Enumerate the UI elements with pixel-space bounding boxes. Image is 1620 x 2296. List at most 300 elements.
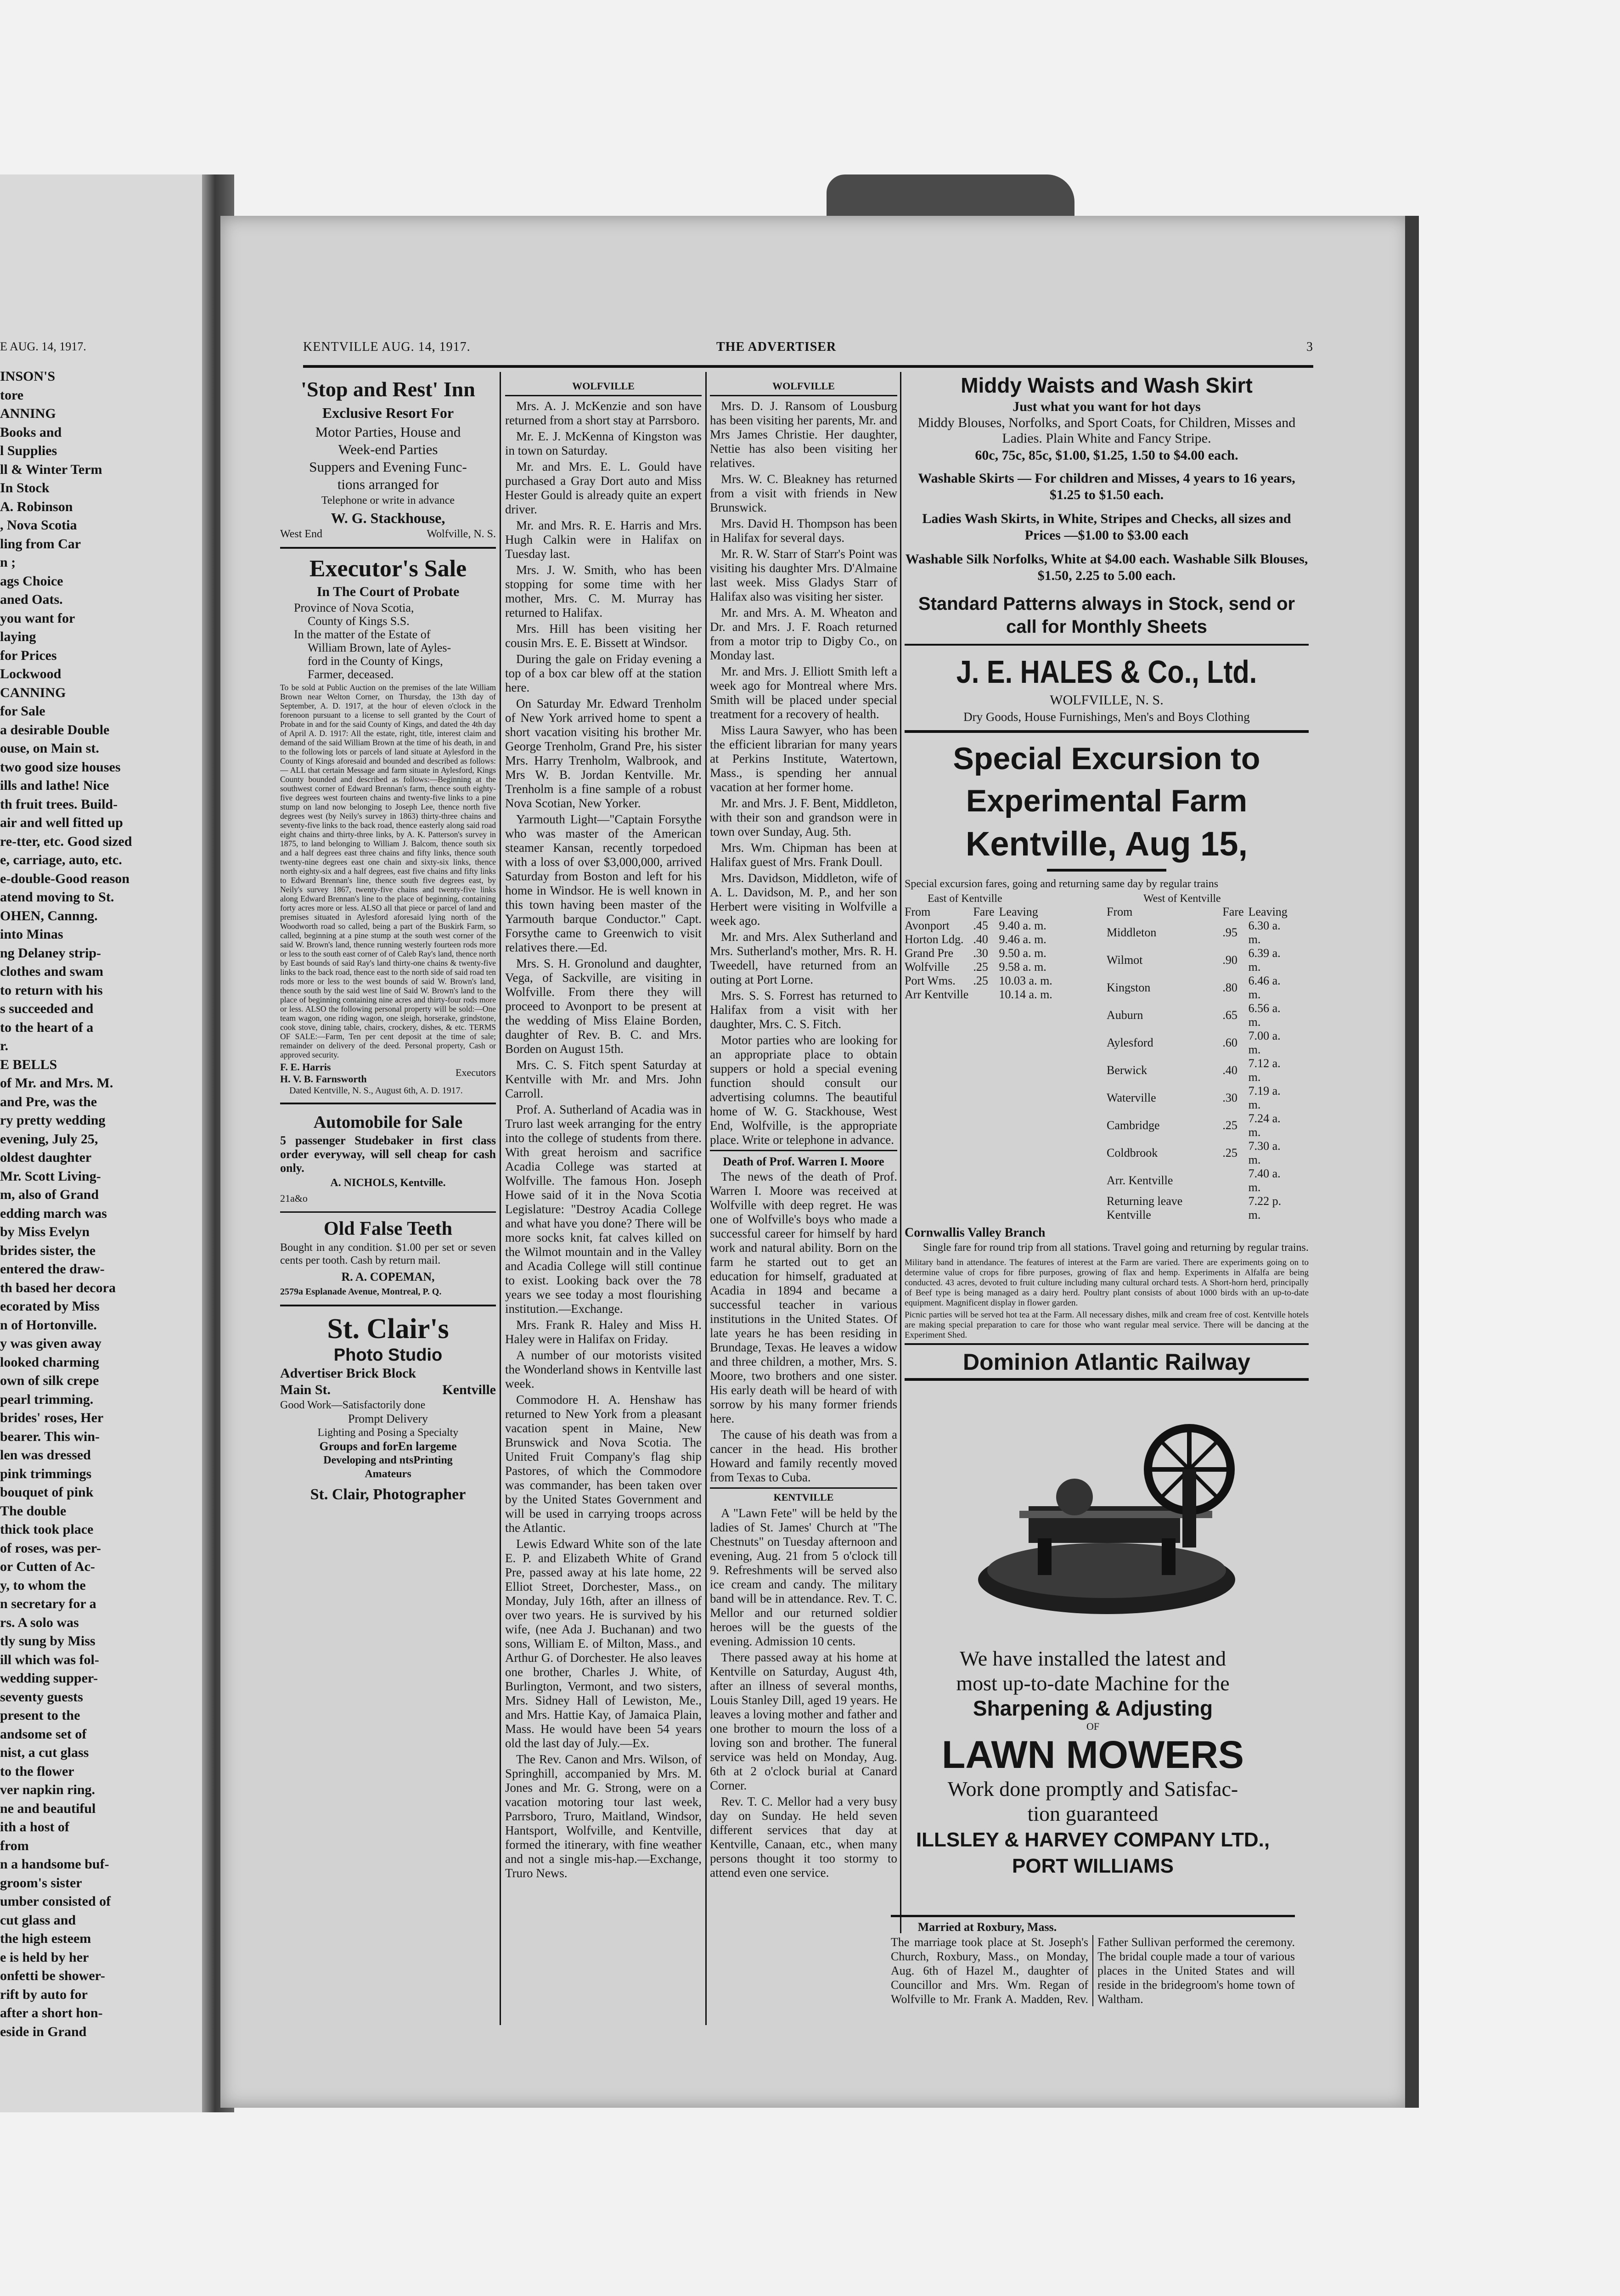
column-ads bbox=[280, 377, 496, 2085]
fare-value: .40 bbox=[973, 933, 988, 946]
ad-address-right: Wolfville, N. S. bbox=[427, 528, 496, 540]
left-strip-line: thick took place bbox=[0, 1522, 94, 1537]
section-rule bbox=[505, 395, 702, 396]
station-name: Aylesford bbox=[1107, 1036, 1153, 1049]
news-paragraph: Prof. A. Sutherland of Acadia was in Truro last week arranging for the entry into the college of students from there. With great heroism and sacrifice Acadia College was started at Wolfville. The famous Hon. Joseph Howe said of it in the Nova Scotia Legislature: "Destroy Acadia College and what have you done? There will be more socks knit, fat calves killed on the Wilmot mountain and in the Valley and Acadia College will still continue to exist. Looking back over the 78 years we see today a most flourishing institution.—Exchange. bbox=[505, 1103, 702, 1316]
ad-address-left: West End bbox=[280, 528, 323, 540]
fare-row bbox=[1107, 946, 1299, 974]
header-rule bbox=[303, 365, 1313, 368]
ad-address bbox=[280, 528, 496, 540]
left-strip-line: for Prices bbox=[0, 647, 57, 663]
left-strip-line: oldest daughter bbox=[0, 1150, 92, 1165]
departure-time: 7.19 a. m. bbox=[1248, 1084, 1281, 1111]
left-strip-line: n a handsome buf- bbox=[0, 1857, 109, 1872]
fare-value: .25 bbox=[1222, 1119, 1238, 1132]
left-strip-line: seventy guests bbox=[0, 1689, 83, 1705]
ad-body: Bought in any condition. $1.00 per set or seven cents per tooth. Cash by return mail. bbox=[280, 1242, 496, 1266]
fare-value bbox=[1222, 1194, 1248, 1222]
west-table-block bbox=[1107, 893, 1299, 1222]
ad-rule bbox=[280, 1305, 496, 1306]
branch-heading: Cornwallis Valley Branch bbox=[905, 1226, 1046, 1240]
station-name: Auburn bbox=[1107, 1008, 1143, 1022]
ad-rule bbox=[280, 1211, 496, 1213]
ad-line: Ladies Wash Skirts, in White, Stripes and Checks, all sizes and Prices —$1.00 to $3.00 each bbox=[922, 511, 1291, 543]
fare-value bbox=[973, 988, 999, 1002]
section-heading: WOLFVILLE bbox=[572, 380, 635, 392]
left-strip-line: into Minas bbox=[0, 927, 63, 942]
departure-time: 7.12 a. m. bbox=[1248, 1057, 1281, 1084]
station-name: Coldbrook bbox=[1107, 1146, 1158, 1159]
left-strip-line: ANNING bbox=[0, 406, 56, 421]
left-strip-line: andsome set of bbox=[0, 1726, 87, 1742]
header-title: THE ADVERTISER bbox=[716, 340, 837, 354]
page-header bbox=[303, 340, 1313, 358]
left-strip-line: pink trimmings bbox=[0, 1466, 92, 1481]
ad-line bbox=[280, 1382, 496, 1398]
departure-time: 9.40 a. m. bbox=[999, 919, 1046, 932]
west-fare-table bbox=[1107, 905, 1299, 1222]
ad-line: County of Kings S.S. bbox=[308, 614, 410, 628]
executor-name: H. V. B. Farnsworth bbox=[280, 1073, 367, 1085]
left-strip-line: r. bbox=[0, 1038, 9, 1053]
departure-time: 7.24 a. m. bbox=[1248, 1112, 1281, 1139]
left-strip-line: l Supplies bbox=[0, 443, 57, 458]
left-strip-text bbox=[0, 367, 202, 2041]
east-heading: East of Kentville bbox=[928, 893, 1002, 905]
news-paragraph: Mrs. J. W. Smith, who has been stopping for some time with her mother, Mrs. C. M. Murray has returned to Halifax. bbox=[505, 563, 702, 619]
col-fare: Fare bbox=[973, 905, 995, 918]
left-strip-line: wedding supper- bbox=[0, 1671, 98, 1686]
excursion-note: Military band in attendance. The features of interest at the Farm are varied. There are experiments going on to determine value of crops for fibre purposes, growing of flax and hemp. Experiments in Alfalfa are being conducted. 43 acres, devoted to fruit culture including many cultural orchard tests. A Short-horn herd, principally of Beef type is being managed as a dairy herd. Poultry plant consists of about 1000 birds with an up-to-date equipment. Magnificent display in flower garden. bbox=[905, 1258, 1309, 1308]
news-paragraph: Mrs. Frank R. Haley and Miss H. Haley were in Halifax on Friday. bbox=[505, 1318, 702, 1346]
left-strip-line: bouquet of pink bbox=[0, 1485, 94, 1500]
ad-headline: LAWN MOWERS bbox=[942, 1733, 1244, 1776]
news-paragraph: Mr. and Mrs. J. F. Bent, Middleton, with their son and grandson were in town over Sunday, Aug. 5th. bbox=[710, 796, 897, 838]
news-paragraph: Mrs. David H. Thompson has been in Halifax for several days. bbox=[710, 517, 897, 545]
col-leaving: Leaving bbox=[1248, 905, 1288, 918]
left-strip-line: ills and lathe! Nice bbox=[0, 778, 109, 793]
departure-time: 10.03 a. m. bbox=[999, 974, 1052, 987]
left-strip-line: ng Delaney strip- bbox=[0, 945, 101, 961]
left-strip-line: cut glass and bbox=[0, 1912, 76, 1928]
station-name: Waterville bbox=[1107, 1091, 1156, 1104]
ad-line: William Brown, late of Ayles- bbox=[308, 641, 451, 654]
left-strip-line: OHEN, Cannng. bbox=[0, 908, 98, 923]
fare-value: .95 bbox=[1222, 926, 1238, 939]
fare-row bbox=[905, 933, 1057, 946]
ad-line-right: Kentville bbox=[442, 1382, 496, 1397]
news-paragraph: Mrs. Wm. Chipman has been at Halifax guest of Mrs. Frank Doull. bbox=[710, 841, 897, 869]
ad-name: St. Clair, Photographer bbox=[310, 1486, 466, 1503]
left-strip-line: ags Choice bbox=[0, 573, 63, 589]
ad-line: Farmer, deceased. bbox=[308, 668, 394, 681]
ad-title: Executor's Sale bbox=[309, 556, 467, 582]
left-strip-line: len was dressed bbox=[0, 1447, 91, 1463]
left-strip-line: evening, July 25, bbox=[0, 1131, 98, 1147]
ad-line: Prompt Delivery bbox=[348, 1412, 428, 1425]
left-strip-line: you want for bbox=[0, 610, 75, 626]
news-paragraph: A number of our motorists visited the Wonderland shows in Kentville last week. bbox=[505, 1348, 702, 1390]
ad-line: OF bbox=[1086, 1721, 1100, 1732]
store-town: WOLFVILLE, N. S. bbox=[1050, 692, 1164, 708]
company-town: PORT WILLIAMS bbox=[1012, 1855, 1174, 1877]
left-strip-line: ver napkin ring. bbox=[0, 1782, 95, 1797]
left-strip-line: two good size houses bbox=[0, 759, 121, 775]
store-line: Dry Goods, House Furnishings, Men's and Boys Clothing bbox=[963, 710, 1250, 724]
fare-value: .25 bbox=[973, 974, 988, 987]
news-paragraph: Lewis Edward White son of the late E. P. and Elizabeth White of Grand Pre, passed away at his late home, 22 Elliot Street, Dorchester, Mass., on Monday, July 16th, after an illness of over two years. He is survived by his wife, (nee Ada J. Buchanan) and two sons, William E. of Milton, Mass., and Arthur G. of Dorchester. He also leaves one brother, Charles J. White, of Burlington, Vermont, and two sisters, Mrs. Sidney Hall of Lewiston, Me., and Mrs. Hattie Kay, of Jamaica Plain, Mass. He would have been 54 years old the last day of July.—Ex. bbox=[505, 1537, 702, 1750]
page-number: 3 bbox=[1306, 340, 1313, 354]
left-strip-line: a desirable Double bbox=[0, 722, 110, 737]
ad-line: Standard Patterns always in Stock, send or call for Monthly Sheets bbox=[918, 594, 1295, 637]
station-name: Arr. Kentville bbox=[1107, 1174, 1173, 1187]
news-items bbox=[505, 399, 702, 1880]
departure-time: 6.56 a. m. bbox=[1248, 1002, 1281, 1029]
ad-dated: Dated Kentville, N. S., August 6th, A. D. 1917. bbox=[289, 1086, 463, 1096]
news-items bbox=[710, 399, 897, 1147]
station-name: Arr Kentville bbox=[905, 988, 969, 1001]
left-strip-line: ill which was fol- bbox=[0, 1652, 99, 1667]
left-strip-line: umber consisted of bbox=[0, 1894, 111, 1909]
column-wolfville-2 bbox=[710, 377, 897, 2044]
page-edge bbox=[1405, 216, 1419, 2108]
left-strip-line: y, to whom the bbox=[0, 1577, 86, 1593]
ad-rule bbox=[891, 1915, 1295, 1917]
news-paragraph: Miss Laura Sawyer, who has been the efficient librarian for many years at Perkins Institute, Watertown, Mass., is spending her annual vacation at her former home. bbox=[710, 723, 897, 794]
left-strip-line: edding march was bbox=[0, 1205, 107, 1221]
left-strip-line: n secretary for a bbox=[0, 1596, 96, 1611]
left-strip-line: s succeeded and bbox=[0, 1001, 94, 1016]
excursion-rule bbox=[1047, 869, 1166, 872]
notice-heading: Married at Roxbury, Mass. bbox=[917, 1920, 1057, 1934]
store-name: J. E. HALES & Co., Ltd. bbox=[956, 654, 1257, 690]
fare-value: .60 bbox=[1222, 1036, 1238, 1049]
news-paragraph: On Saturday Mr. Edward Trenholm of New York arrived home to spent a short vacation visiting his brother Mr. George Trenholm, Grand Pre, his sister Mrs. Harry Trenholm, Walbrook, and Mrs W. B. Jordan Kentville. Mr. Trenholm is a fine sample of a robust Nova Scotian, New Yorker. bbox=[505, 697, 702, 810]
fare-row bbox=[905, 960, 1057, 974]
left-strip-line: Lockwood bbox=[0, 666, 62, 681]
ad-line: tion guaranteed bbox=[1027, 1802, 1159, 1825]
fare-tables bbox=[905, 893, 1309, 1222]
ad-line: tions arranged for bbox=[337, 476, 439, 492]
news-paragraph: Mr. R. W. Starr of Starr's Point was visiting his daughter Mrs. D'Almaine last week. Miss Gladys Starr of Halifax also was visiting her sister. bbox=[710, 547, 897, 603]
left-strip-line: n of Hortonville. bbox=[0, 1317, 97, 1333]
departure-time: 9.46 a. m. bbox=[999, 933, 1046, 946]
left-strip-line: ecorated by Miss bbox=[0, 1299, 100, 1314]
excursion-title: Experimental Farm bbox=[966, 783, 1248, 818]
machine-column bbox=[1182, 1469, 1196, 1548]
excursion-ad bbox=[905, 737, 1309, 1381]
ad-line: Motor Parties, House and bbox=[315, 424, 461, 440]
left-strip-line: tore bbox=[0, 387, 24, 403]
station-name: Avonport bbox=[905, 919, 950, 932]
ad-line: Province of Nova Scotia, bbox=[294, 601, 414, 614]
fare-row bbox=[1107, 1029, 1299, 1057]
news-paragraph: Mrs. Hill has been visiting her cousin Mrs. E. E. Bissett at Windsor. bbox=[505, 622, 702, 650]
station-name: Wilmot bbox=[1107, 953, 1143, 967]
excursion-note: Picnic parties will be served hot tea at the Farm. All necessary dishes, milk and cream free of cost. Kentville hotels are making special preparation to care for those who want regular meal service. There will be dancing at the Experiment Shed. bbox=[905, 1310, 1309, 1340]
ad-rule bbox=[280, 1103, 496, 1104]
news-paragraph: Mrs. Davidson, Middleton, wife of A. L. Davidson, M. P., and her son Herbert were visiting in Wolfville a week ago. bbox=[710, 871, 897, 928]
left-strip-line: ith a host of bbox=[0, 1819, 69, 1835]
news-paragraph: Yarmouth Light—"Captain Forsythe who was master of the American steamer Kansan, recently torpedoed with a loss of over $3,000,000, arrived Saturday from Boston and left for his home in Windsor. He is well known in this town having been master of the Yarmouth barque Conductor." Capt. Forsythe came to Greenwich to visit relatives there.—Ed. bbox=[505, 812, 702, 954]
station-name: Kingston bbox=[1107, 981, 1151, 994]
left-strip-line: the high esteem bbox=[0, 1931, 91, 1946]
executor-name: F. E. Harris bbox=[280, 1061, 331, 1073]
left-strip-line: laying bbox=[0, 629, 36, 644]
left-strip-line: , Nova Scotia bbox=[0, 518, 77, 533]
left-strip-line: Mr. Scott Living- bbox=[0, 1168, 101, 1184]
departure-time: 7.40 a. m. bbox=[1248, 1167, 1281, 1194]
fare-row bbox=[1107, 1002, 1299, 1029]
fare-row bbox=[1107, 1139, 1299, 1167]
left-strip-line: CANNING bbox=[0, 685, 66, 700]
ad-subtitle: In The Court of Probate bbox=[316, 584, 460, 599]
company-name: ILLSLEY & HARVEY COMPANY LTD., bbox=[916, 1829, 1270, 1851]
fare-value: .25 bbox=[973, 960, 988, 974]
left-strip-line: groom's sister bbox=[0, 1875, 82, 1891]
left-strip-line: ling from Car bbox=[0, 536, 81, 551]
machine-base-top bbox=[987, 1543, 1226, 1598]
departure-time: 9.58 a. m. bbox=[999, 960, 1046, 974]
false-teeth-ad bbox=[280, 1216, 496, 1298]
news-paragraph: The cause of his death was from a cancer in the head. His brother Howard and family recently moved from Texas to Cuba. bbox=[710, 1428, 897, 1484]
ad-code: 21a&o bbox=[280, 1193, 308, 1204]
left-strip-line: by Miss Evelyn bbox=[0, 1224, 90, 1239]
news-paragraph: Mr. and Mrs. J. Elliott Smith left a week ago for Montreal where Mrs. Smith will be placed under special treatment for a recovery of health. bbox=[710, 664, 897, 721]
left-strip-line: present to the bbox=[0, 1708, 80, 1723]
fare-value: .45 bbox=[973, 919, 988, 932]
left-strip-line: INSON'S bbox=[0, 369, 56, 384]
station-name: Port Wms. bbox=[905, 974, 956, 987]
section-heading: KENTVILLE bbox=[773, 1491, 834, 1503]
news-paragraph: Mr. and Mrs. Alex Sutherland and Mrs. Sutherland's mother, Mrs. R. H. Tweedell, have returned from an outing at Port Lorne. bbox=[710, 930, 897, 986]
column-rule bbox=[705, 372, 707, 2025]
left-strip-line: and Pre, was the bbox=[0, 1094, 97, 1109]
left-strip-line: of roses, was per- bbox=[0, 1540, 101, 1556]
ad-title: 'Stop and Rest' Inn bbox=[301, 377, 475, 401]
fare-row bbox=[1107, 1167, 1299, 1194]
excursion-title: Special Excursion to bbox=[953, 741, 1260, 776]
obituary-heading: Death of Prof. Warren I. Moore bbox=[723, 1155, 884, 1168]
ad-line: Washable Silk Norfolks, White at $4.00 each. Washable Silk Blouses, $1.50, 2.25 to 5.00 each. bbox=[905, 551, 1308, 583]
fare-value: .80 bbox=[1222, 981, 1238, 994]
ad-rule bbox=[905, 644, 1309, 646]
left-strip-line: atend moving to St. bbox=[0, 889, 114, 905]
executors-sale-ad bbox=[280, 555, 496, 1096]
fare-row bbox=[1107, 1084, 1299, 1112]
ad-line: Sharpening & Adjusting bbox=[973, 1696, 1213, 1720]
fare-value: .65 bbox=[1222, 1008, 1238, 1022]
ad-line: Middy Blouses, Norfolks, and Sport Coats, for Children, Misses and Ladies. Plain White and Fancy Stripe. bbox=[917, 415, 1296, 446]
ad-name: W. G. Stackhouse, bbox=[331, 510, 445, 526]
fare-value bbox=[1222, 1167, 1248, 1194]
left-strip-line: clothes and swam bbox=[0, 964, 104, 979]
left-strip-line: m, also of Grand bbox=[0, 1187, 99, 1202]
left-strip-line: th based her decora bbox=[0, 1280, 116, 1295]
railway-rule bbox=[905, 1378, 1309, 1381]
fare-value: .30 bbox=[973, 946, 988, 960]
sharpening-machine-illustration bbox=[969, 1405, 1254, 1621]
fare-value: .90 bbox=[1222, 953, 1238, 967]
east-table-block bbox=[905, 893, 1088, 1222]
ad-line-left: Main St. bbox=[280, 1382, 331, 1397]
excursion-title: Kentville, Aug 15, bbox=[965, 825, 1248, 863]
section-heading: WOLFVILLE bbox=[772, 380, 835, 392]
column-wolfville-1 bbox=[505, 377, 702, 2044]
left-strip-line: of Mr. and Mrs. M. bbox=[0, 1075, 113, 1091]
left-strip-line: re-tter, etc. Good sized bbox=[0, 833, 132, 849]
left-strip-line: ne and beautiful bbox=[0, 1801, 96, 1816]
ad-line: Week-end Parties bbox=[338, 441, 438, 457]
machine-leg bbox=[1162, 1538, 1176, 1575]
col-fare: Fare bbox=[1222, 905, 1244, 918]
married-notice bbox=[891, 1919, 1295, 2034]
section-rule bbox=[710, 1487, 897, 1489]
news-paragraph: The Rev. Canon and Mrs. Wilson, of Springhill, accompanied by Mrs. M. Jones and Mr. G. Strong, were on a vacation motoring tour last week, Parrsboro, Truro, Maitland, Windsor, Hantsport, Wolfville, and Kentville, formed the itinerary, with fine weather and not a single mis-hap.—Exchange, Truro News. bbox=[505, 1752, 702, 1880]
fare-value: .30 bbox=[1222, 1091, 1238, 1104]
departure-time: 6.46 a. m. bbox=[1248, 974, 1281, 1001]
left-strip-line: tly sung by Miss bbox=[0, 1633, 96, 1649]
stop-and-rest-ad bbox=[280, 377, 496, 540]
departure-time: 7.30 a. m. bbox=[1248, 1139, 1281, 1166]
left-strip-line: In Stock bbox=[0, 480, 50, 495]
ad-line: In the matter of the Estate of bbox=[294, 628, 431, 641]
ad-address: 2579a Esplanade Avenue, Montreal, P. Q. bbox=[280, 1287, 442, 1297]
news-paragraph: Mrs. S. S. Forrest has returned to Halifax from a visit with her daughter, Mrs. C. S. Fitch. bbox=[710, 989, 897, 1031]
ad-line: Suppers and Evening Func- bbox=[309, 459, 467, 475]
news-paragraph: Mr. and Mrs. R. E. Harris and Mrs. Hugh Calkin were in Halifax on Tuesday last. bbox=[505, 518, 702, 561]
departure-time: 6.39 a. m. bbox=[1248, 946, 1281, 974]
ad-line: Lighting and Posing a Specialty bbox=[317, 1427, 459, 1439]
left-strip-line: entered the draw- bbox=[0, 1261, 105, 1277]
news-paragraph: A "Lawn Fete" will be held by the ladies of St. James' Church at "The Chestnuts" on Tuesday afternoon and evening, Aug. 21 from 5 o'clock till 9. Refreshments will be served also ice cream and candy. The military band will be in attendance. Rev. T. C. Mellor and our returned soldier heroes will be the guests of the evening. Admission 10 cents. bbox=[710, 1506, 897, 1648]
fare-row bbox=[1107, 1057, 1299, 1084]
news-paragraph: Mr. and Mrs. A. M. Wheaton and Dr. and Mrs. J. F. Roach returned from a motor trip to Digby Co., on Monday last. bbox=[710, 606, 897, 662]
fare-row bbox=[1107, 1112, 1299, 1139]
news-paragraph: Mr. and Mrs. E. L. Gould have purchased a Gray Dort auto and Miss Hester Gould is already quite an expert driver. bbox=[505, 460, 702, 516]
railway-name: Dominion Atlantic Railway bbox=[962, 1349, 1250, 1375]
ad-line: 60c, 75c, 85c, $1.00, $1.25, 1.50 to $4.00 each. bbox=[975, 448, 1238, 463]
ad-line: Advertiser Brick Block bbox=[280, 1366, 416, 1381]
left-strip-line: ry pretty wedding bbox=[0, 1113, 106, 1128]
fare-row bbox=[905, 974, 1057, 988]
left-strip-line: aned Oats. bbox=[0, 592, 63, 607]
left-strip-line: brides' roses, Her bbox=[0, 1410, 104, 1425]
fare-row bbox=[1107, 1194, 1299, 1222]
excursion-intro: Special excursion fares, going and returning same day by regular trains bbox=[905, 878, 1219, 890]
left-strip-line: th fruit trees. Build- bbox=[0, 796, 118, 812]
ad-body: 5 passenger Studebaker in first class order everyway, will sell cheap for cash only. bbox=[280, 1134, 496, 1175]
left-strip-line: pearl trimming. bbox=[0, 1391, 94, 1407]
ad-title: Old False Teeth bbox=[323, 1218, 453, 1239]
machine-leg bbox=[1038, 1538, 1052, 1575]
west-heading: West of Kentville bbox=[1143, 893, 1221, 905]
ad-title: Automobile for Sale bbox=[313, 1113, 463, 1132]
col-from: From bbox=[1107, 905, 1133, 918]
fare-row bbox=[905, 988, 1057, 1002]
left-strip-line: The double bbox=[0, 1503, 67, 1519]
automobile-ad bbox=[280, 1111, 496, 1208]
left-strip-line: E BELLS bbox=[0, 1057, 57, 1072]
news-paragraph: Mrs. D. J. Ransom of Lousburg has been visiting her parents, Mr. and Mrs James Christie. Her daughter, Nettie has also been visiting her relatives. bbox=[710, 399, 897, 470]
ad-subtitle: Just what you want for hot days bbox=[1012, 399, 1201, 414]
ad-title: Middy Waists and Wash Skirt bbox=[961, 373, 1253, 397]
grinding-wheel bbox=[1056, 1479, 1093, 1515]
left-strip-line: nist, a cut glass bbox=[0, 1745, 89, 1760]
news-paragraph: Mrs. C. S. Fitch spent Saturday at Kentville with Mr. and Mrs. John Carroll. bbox=[505, 1058, 702, 1100]
left-strip-line: from bbox=[0, 1838, 29, 1853]
left-strip-line: to return with his bbox=[0, 982, 103, 998]
ad-line: most up-to-date Machine for the bbox=[956, 1671, 1230, 1695]
ad-rule bbox=[280, 547, 496, 549]
ad-name: R. A. COPEMAN, bbox=[341, 1270, 435, 1283]
left-strip-line: e is held by her bbox=[0, 1949, 89, 1965]
station-name: Grand Pre bbox=[905, 946, 954, 960]
illsley-ad bbox=[891, 1646, 1295, 1913]
left-strip-line: e, carriage, auto, etc. bbox=[0, 852, 122, 867]
left-strip-date: E AUG. 14, 1917. bbox=[0, 340, 86, 353]
station-name: Middleton bbox=[1107, 926, 1157, 939]
left-strip-line: n ; bbox=[0, 555, 16, 570]
left-strip-line: brides sister, the bbox=[0, 1243, 96, 1258]
news-paragraph: During the gale on Friday evening a top of a box car blew off at the station here. bbox=[505, 652, 702, 694]
section-rule bbox=[710, 395, 897, 396]
left-strip-line: own of silk crepe bbox=[0, 1373, 99, 1388]
fare-value: .40 bbox=[1222, 1064, 1238, 1077]
news-items bbox=[710, 1506, 897, 1880]
departure-time: 10.14 a. m. bbox=[999, 988, 1052, 1001]
ad-line: Amateurs bbox=[365, 1468, 411, 1480]
column-rule bbox=[500, 372, 501, 2025]
ad-line: Work done promptly and Satisfac- bbox=[947, 1777, 1238, 1801]
left-strip-line: air and well fitted up bbox=[0, 815, 123, 830]
left-strip-line: e-double-Good reason bbox=[0, 871, 129, 886]
departure-time: 6.30 a. m. bbox=[1248, 919, 1281, 946]
station-name: Cambridge bbox=[1107, 1119, 1160, 1132]
left-strip bbox=[0, 340, 202, 2103]
obituary-text bbox=[710, 1170, 897, 1485]
header-date: KENTVILLE AUG. 14, 1917. bbox=[303, 340, 471, 354]
ad-subtitle: Exclusive Resort For bbox=[322, 405, 454, 421]
station-name: Wolfville bbox=[905, 960, 950, 974]
news-paragraph: Rev. T. C. Mellor had a very busy day on Sunday. He held seven different services that day at Kentville, Canaan, etc., when many persons thought it too stormy to attend even one service. bbox=[710, 1795, 897, 1880]
left-strip-line: bearer. This win- bbox=[0, 1429, 100, 1444]
left-strip-line: A. Robinson bbox=[0, 499, 73, 514]
station-name: Horton Ldg. bbox=[905, 933, 964, 946]
news-paragraph: Commodore H. A. Henshaw has returned to New York from a pleasant vacation spent in Maine, New Brunswick and Nova Scotia. The United Fruit Company's flag ship Pastores, of which the Commodore was commander, has been taken over by the United States Government and will be used in carrying troops across the Atlantic. bbox=[505, 1393, 702, 1535]
station-name: Returning leave Kentville bbox=[1107, 1194, 1183, 1221]
departure-time: 9.50 a. m. bbox=[999, 946, 1046, 960]
branch-text: Single fare for round trip from all stations. Travel going and returning by regular trains. bbox=[923, 1242, 1309, 1254]
left-strip-line: eside in Grand bbox=[0, 2024, 87, 2039]
col-leaving: Leaving bbox=[999, 905, 1038, 918]
executors-label: Executors bbox=[456, 1067, 496, 1078]
ad-line: ford in the County of Kings, bbox=[308, 654, 443, 668]
ad-executors bbox=[280, 1061, 496, 1085]
east-fare-table bbox=[905, 905, 1057, 1002]
section-rule bbox=[710, 1150, 897, 1151]
fare-row bbox=[1107, 919, 1299, 946]
fare-row bbox=[1107, 974, 1299, 1002]
fare-row bbox=[905, 919, 1057, 933]
news-paragraph: Mrs. A. J. McKenzie and son have returned from a short stay at Parrsboro. bbox=[505, 399, 702, 427]
left-strip-line: after a short hon- bbox=[0, 2005, 103, 2020]
railway-rule bbox=[905, 1343, 1309, 1345]
news-paragraph: Mrs. W. C. Bleakney has returned from a visit with friends in New Brunswick. bbox=[710, 472, 897, 514]
notice-body: The marriage took place at St. Joseph's Church, Roxbury, Mass., on Monday, Aug. 6th of Hazel M., daughter of Councillor and Mrs. Wm. Regan of Wolfville to Mr. Frank A. Madden, Rev. Father Sullivan performed the ceremony. The bridal couple made a tour of various places in the United States and will reside in the bridegroom's home town of Waltham. bbox=[891, 1936, 1295, 2006]
departure-time: 7.22 p. m. bbox=[1248, 1194, 1282, 1221]
news-paragraph: Mr. E. J. McKenna of Kingston was in town on Saturday. bbox=[505, 429, 702, 457]
